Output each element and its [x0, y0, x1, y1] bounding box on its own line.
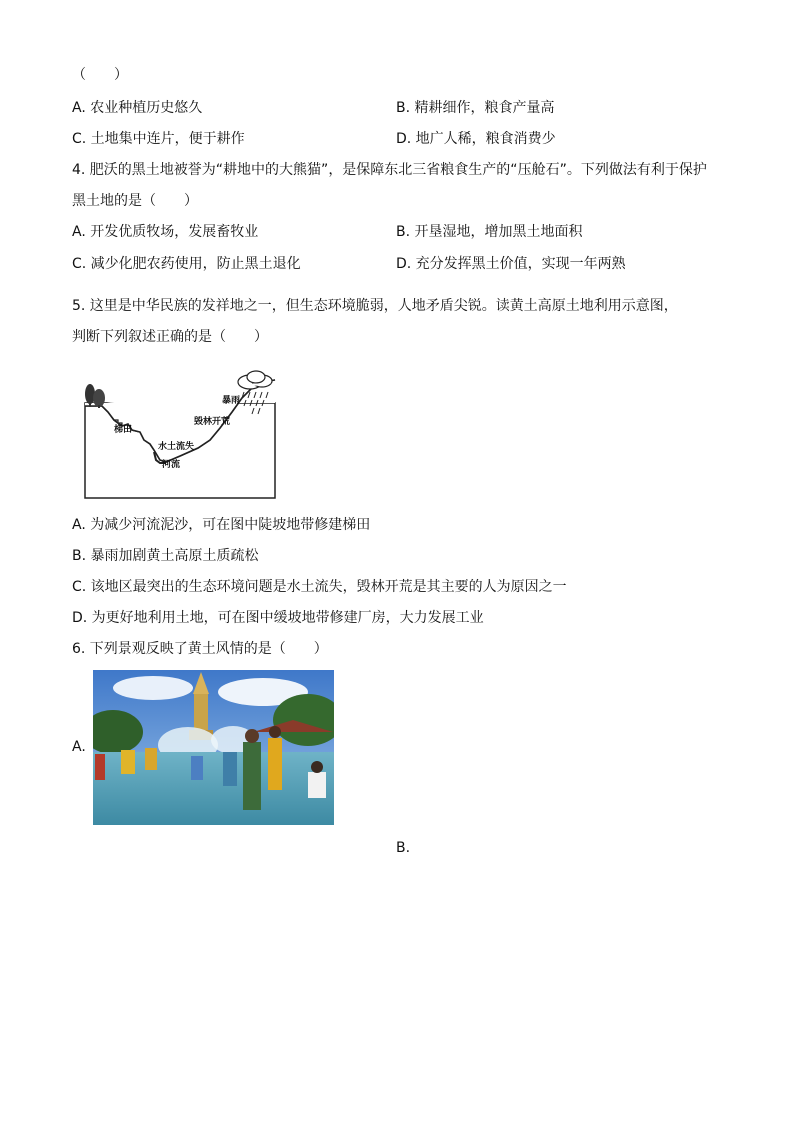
q5-stem-line1: 5. 这里是中华民族的发祥地之一，但生态环境脆弱，人地矛盾尖锐。读黄土高原土地利用示意图，: [72, 298, 678, 314]
q3-option-c[interactable]: C. 土地集中连片，便于耕作: [72, 131, 245, 147]
q4-stem-line2: 黑土地的是（ ）: [72, 193, 198, 209]
q6-option-b-label[interactable]: B.: [396, 840, 411, 856]
q4-option-d[interactable]: D. 充分发挥黑土价值，实现一年两熟: [396, 256, 626, 272]
label-rainstorm: 暴雨: [222, 396, 241, 406]
q6-stem: 6. 下列景观反映了黄土风情的是（ ）: [72, 641, 328, 657]
label-deforest: 毁林开荒: [194, 417, 231, 427]
q5-option-b[interactable]: B. 暴雨加剧黄土高原土质疏松: [72, 548, 259, 564]
q5-option-c[interactable]: C. 该地区最突出的生态环境问题是水土流失，毁林开荒是其主要的人为原因之一: [72, 579, 567, 595]
q3-option-a[interactable]: A. 农业种植历史悠久: [72, 100, 203, 116]
label-soil-loss: 水土流失: [158, 442, 195, 452]
q4-option-c[interactable]: C. 减少化肥农药使用，防止黑土退化: [72, 256, 301, 272]
q4-option-b[interactable]: B. 开垦湿地，增加黑土地面积: [396, 224, 583, 240]
water-festival-photo: [93, 670, 334, 825]
loess-plateau-diagram: [70, 368, 280, 503]
q5-stem-line2: 判断下列叙述正确的是（ ）: [72, 329, 268, 345]
label-terrace: 梯田: [114, 425, 133, 435]
q6-option-a-label[interactable]: A.: [72, 739, 86, 755]
q6-option-a-photo[interactable]: [93, 670, 334, 825]
cloud-icon: [238, 371, 272, 389]
q3-stem-tail: （ ）: [72, 67, 128, 83]
q5-option-a[interactable]: A. 为减少河流泥沙，可在图中陡坡地带修建梯田: [72, 517, 371, 533]
q4-option-a[interactable]: A. 开发优质牧场，发展畜牧业: [72, 224, 259, 240]
label-river: 河流: [162, 460, 181, 470]
q5-option-d[interactable]: D. 为更好地利用土地，可在图中缓坡地带修建厂房，大力发展工业: [72, 610, 484, 626]
q3-option-b[interactable]: B. 精耕细作，粮食产量高: [396, 100, 555, 116]
q3-option-d[interactable]: D. 地广人稀，粮食消费少: [396, 131, 556, 147]
q4-stem-line1: 4. 肥沃的黑土地被誉为“耕地中的大熊猫”，是保障东北三省粮食生产的“压舱石”。下列做法有利于保护: [72, 162, 707, 178]
